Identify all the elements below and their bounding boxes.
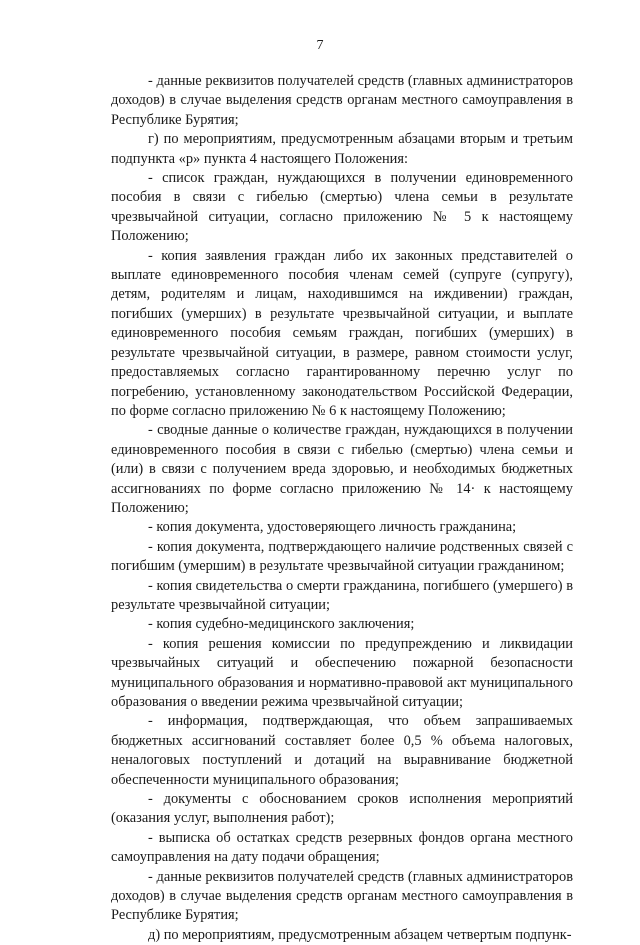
paragraph: г) по мероприятиям, предусмотренным абзацами вторым и третьим подпункта «р» пункта 4 настоящего Положения: <box>111 131 573 167</box>
paragraph: - копия документа, подтверждающего наличие родственных связей с погибшим (умершим) в результате чрезвычайной ситуации гражданином; <box>111 538 573 575</box>
paragraph: - данные реквизитов получателей средств (главных администраторов доходов) в случае выделения средств органам местного самоуправления в Республике Бурятия; <box>111 868 573 924</box>
paragraph: - копия свидетельства о смерти гражданина, погибшего (умершего) в результате чрезвычайной ситуации; <box>111 577 573 613</box>
paragraph: - данные реквизитов получателей средств (главных администраторов доходов) в случае выделения средств органам местного самоуправления в Республике Бурятия; <box>111 73 573 128</box>
paragraph: д) по мероприятиям, предусмотренным абзацем четвертым подпунк- <box>148 926 572 943</box>
paragraph: - список граждан, нуждающихся в получении единовременного пособия в связи с гибелью (смертью) члена семьи в результате чрезвычайной ситуации, согласно приложению № 5 к настоящему Положению; <box>111 170 573 245</box>
paragraph: - копия решения комиссии по предупреждению и ликвидации чрезвычайных ситуаций и обеспечению пожарной безопасности муниципального образования и нормативно-правовой акт муниципального образования о введении режима чрезвычайной ситуации; <box>111 635 573 710</box>
document-body <box>111 72 573 945</box>
paragraph: - информация, подтверждающая, что объем запрашиваемых бюджетных ассигнований составляет более 0,5 % объема налоговых, неналоговых поступлений и дотаций на выравнивание бюджетной обеспеченности муниципального образования; <box>111 713 573 788</box>
paragraph: - сводные данные о количестве граждан, нуждающихся в получении единовременного пособия в связи с гибелью (смертью) члена семьи и (или) в связи с получением вреда здоровью, и необходимых бюджетных ассигнованиях по форме согласно приложению № 14· к настоящему Положению; <box>111 422 573 516</box>
paragraph: - копия судебно-медицинского заключения; <box>148 616 415 633</box>
paragraph: - копия документа, удостоверяющего личность гражданина; <box>148 519 517 536</box>
paragraph: - документы с обоснованием сроков исполнения мероприятий (оказания услуг, выполнения работ); <box>111 791 573 827</box>
paragraph: - выписка об остатках средств резервных фондов органа местного самоуправления на дату подачи обращения; <box>111 829 573 866</box>
page-number: 7 <box>316 38 324 53</box>
paragraph: - копия заявления граждан либо их законных представителей о выплате единовременного пособия членам семей (супруге (супругу), детям, родителям и лицам, находившимся на иждивении) граждан, погибших (умерших) в результате чрезвычайной ситуации, и выплате единовременного пособия семьям граждан, погибших (умерших) в результате чрезвычайной ситуации, в размере, равном стоимости услуг, предоставляемых согласно гарантированному перечню услуг по погребению, установленному законодательством Российской Федерации, по форме согласно приложению № 6 к настоящему Положению; <box>111 247 573 419</box>
